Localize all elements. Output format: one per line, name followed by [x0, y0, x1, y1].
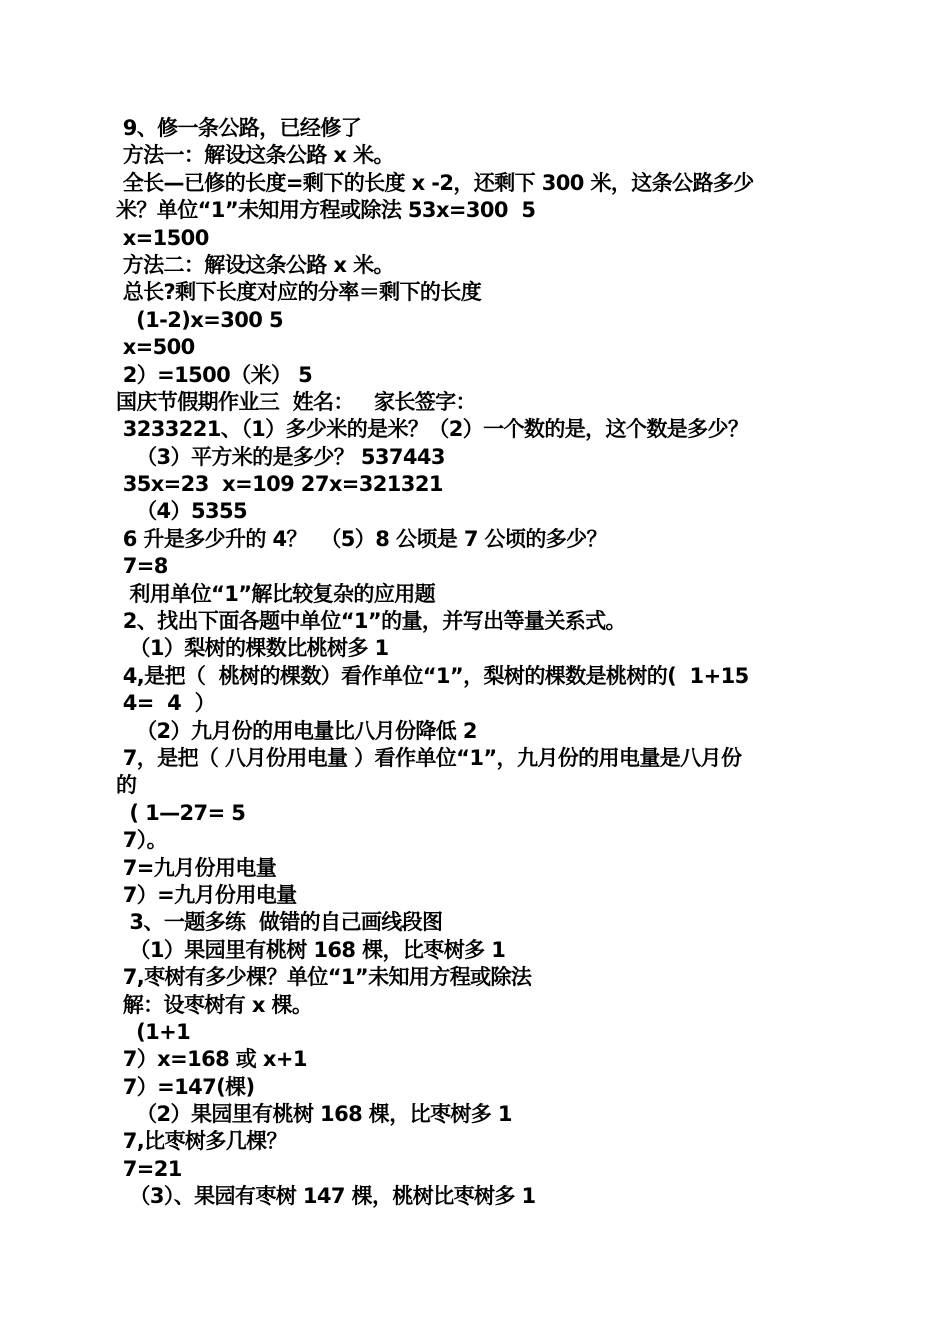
- text-line: 7，是把（ 八月份用电量 ）看作单位“1”，九月份的用电量是八月份: [116, 745, 742, 770]
- text-line: 7=21: [116, 1156, 182, 1181]
- text-line: 米？单位“1”未知用方程或除法 53x=300 5: [116, 198, 536, 223]
- document-body: [116, 115, 876, 1211]
- text-line: 3、一题多练 做错的自己画线段图: [116, 910, 443, 935]
- text-line: (1-2)x=300 5: [116, 307, 283, 332]
- text-line: （2）果园里有桃树 168 棵，比枣树多 1: [116, 1102, 512, 1127]
- text-line: 3233221、（1）多少米的是米？（2）一个数的是，这个数是多少？: [116, 417, 749, 442]
- text-line: 方法二：解设这条公路 x 米。: [116, 252, 394, 277]
- text-line: 全长—已修的长度=剩下的长度 x -2，还剩下 300 米，这条公路多少: [116, 170, 754, 195]
- text-line: x=500: [116, 335, 195, 360]
- text-line: 4,是把（ 桃树的棵数）看作单位“1”，梨树的棵数是桃树的( 1+15: [116, 663, 749, 688]
- text-line: 的: [116, 773, 137, 798]
- text-line: x=1500: [116, 225, 209, 250]
- text-line: 7）x=168 或 x+1: [116, 1047, 307, 1072]
- text-line: 7,比枣树多几棵？: [116, 1129, 287, 1154]
- text-line: （3）平方米的是多少？ 537443: [116, 444, 445, 469]
- text-line: （1）梨树的棵数比桃树多 1: [116, 636, 389, 661]
- text-line: (1+1: [116, 1019, 191, 1044]
- text-line: 7,枣树有多少棵？单位“1”未知用方程或除法: [116, 965, 532, 990]
- section-heading: 国庆节假期作业三 姓名： 家长签字：: [116, 389, 476, 414]
- text-line: ( 1—27= 5: [116, 800, 246, 825]
- text-line: 方法一：解设这条公路 x 米。: [116, 143, 394, 168]
- text-line: 解：设枣树有 x 棵。: [116, 992, 313, 1017]
- text-line: 2）=1500（米） 5: [116, 362, 313, 387]
- text-line: 总长?剩下长度对应的分率＝剩下的长度: [116, 280, 482, 305]
- text-line: 7）。: [116, 828, 168, 853]
- text-line: 7=8: [116, 554, 168, 579]
- text-line: 4= 4 ）: [116, 691, 215, 716]
- text-line: （2）九月份的用电量比八月份降低 2: [116, 718, 477, 743]
- text-line: （1）果园里有桃树 168 棵，比枣树多 1: [116, 937, 506, 962]
- text-line: 2、找出下面各题中单位“1”的量，并写出等量关系式。: [116, 609, 626, 634]
- section-heading: 利用单位“1”解比较复杂的应用题: [116, 581, 436, 606]
- text-line: 9、修一条公路，已经修了: [116, 116, 362, 140]
- text-line: 35x=23 x=109 27x=321321: [116, 472, 443, 497]
- text-line: （3）、果园有枣树 147 棵，桃树比枣树多 1: [116, 1184, 536, 1209]
- text-line: 6 升是多少升的 4？ （5）8 公顷是 7 公顷的多少？: [116, 526, 607, 551]
- text-line: 7）=147(棵): [116, 1074, 255, 1099]
- text-line: 7=九月份用电量: [116, 855, 277, 880]
- text-line: （4）5355: [116, 499, 247, 524]
- text-line: 7）=九月份用电量: [116, 882, 297, 907]
